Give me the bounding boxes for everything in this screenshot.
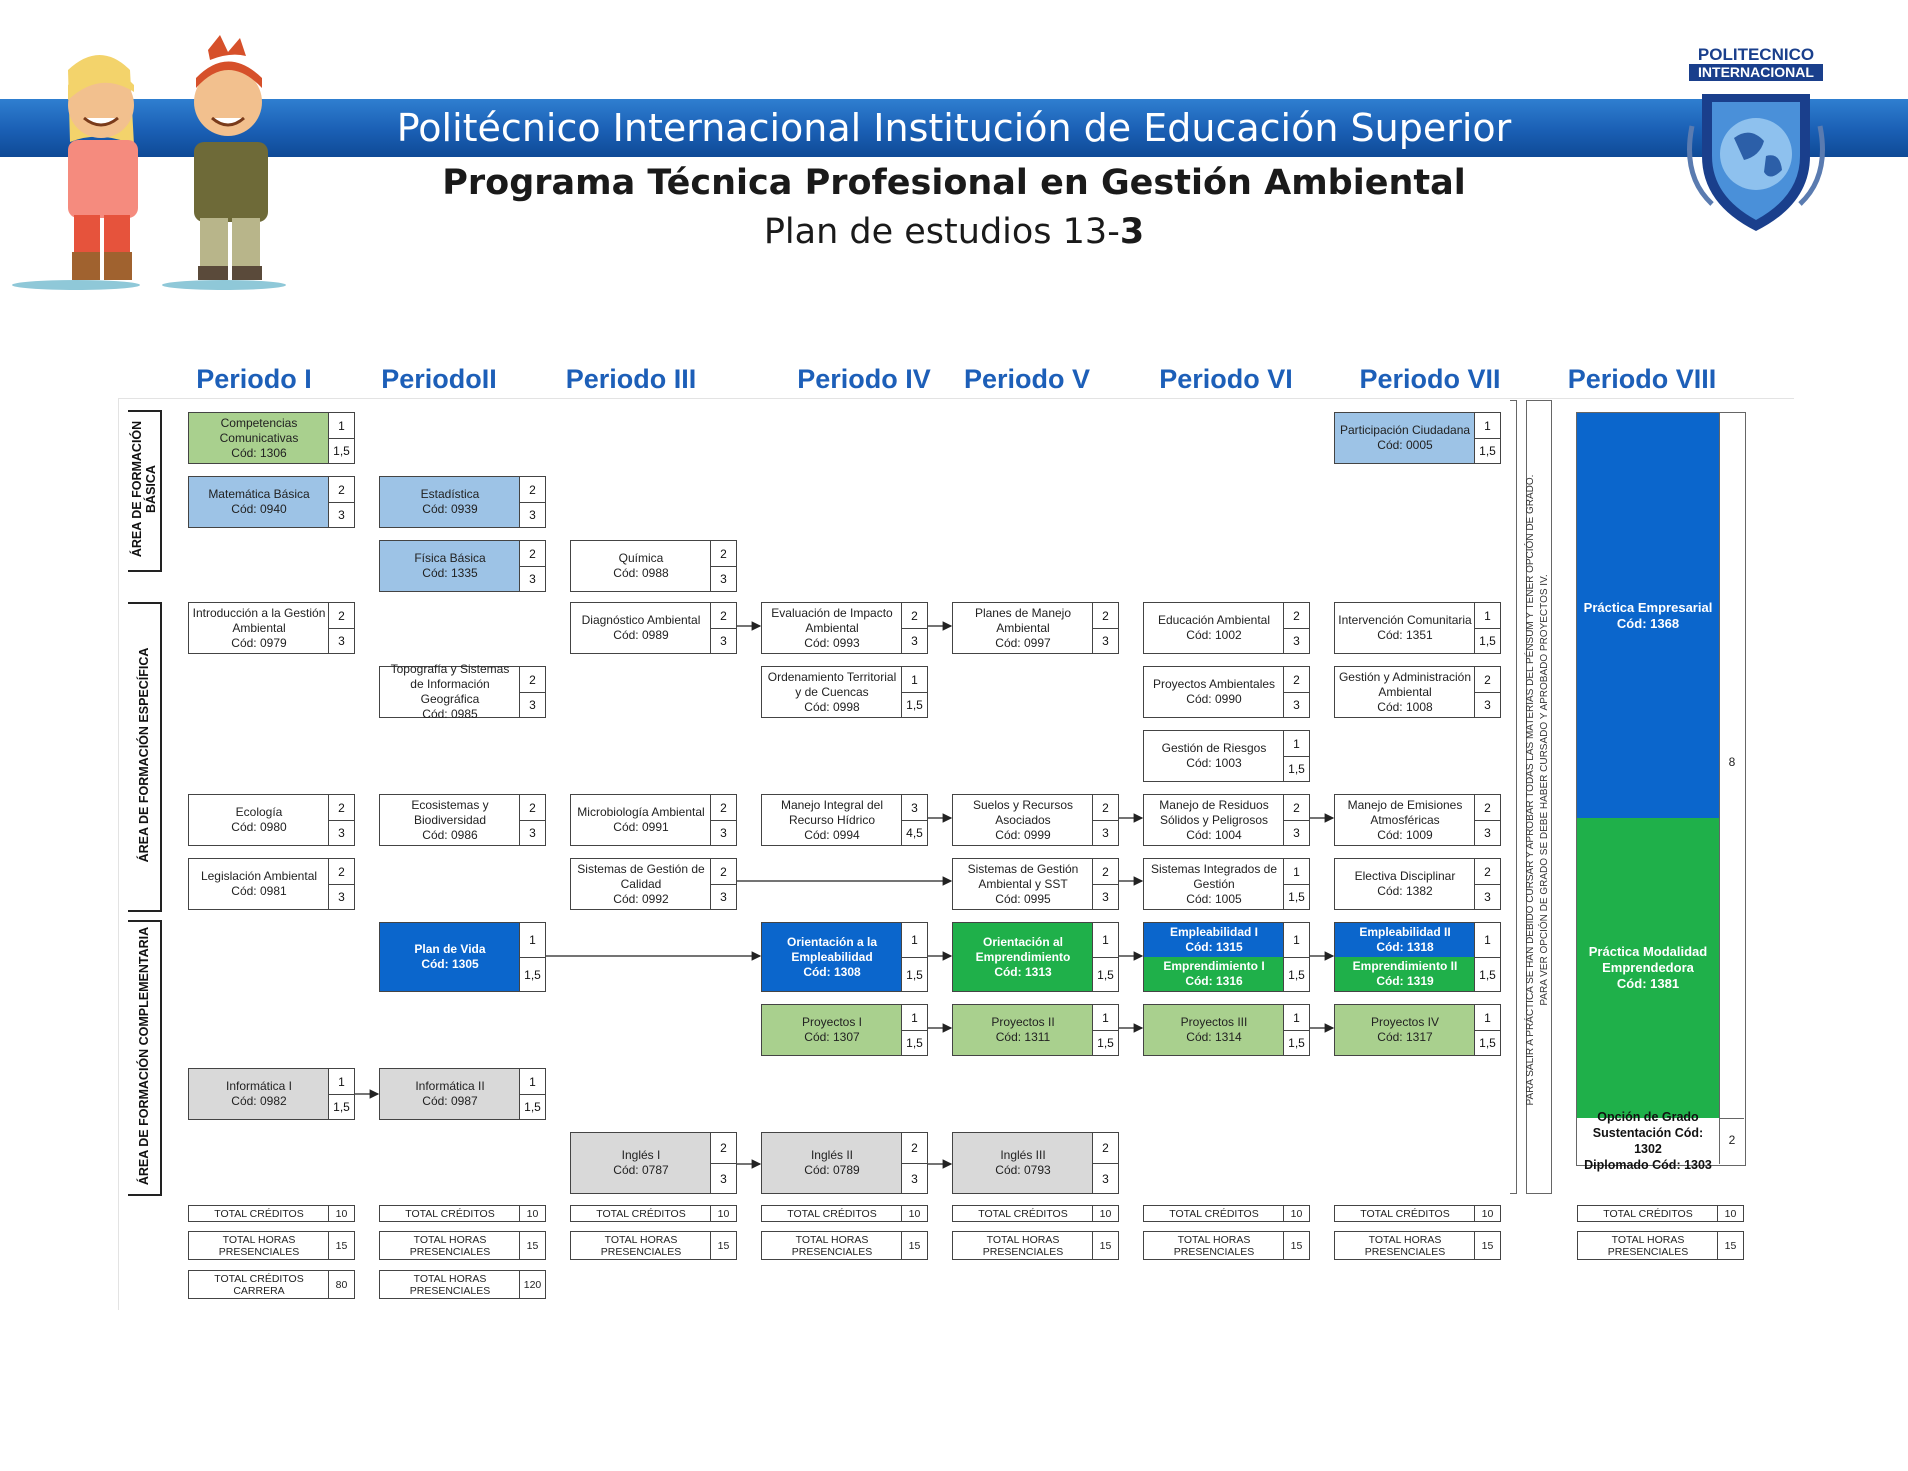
course-credits: 1 xyxy=(901,667,927,693)
program-title: Programa Técnica Profesional en Gestión Ambiental xyxy=(442,163,1466,203)
course-hours: 3 xyxy=(710,885,736,909)
course-box xyxy=(188,476,355,528)
course-box xyxy=(952,602,1119,654)
total-horas xyxy=(952,1231,1119,1260)
course-credits: 1 xyxy=(1092,1005,1118,1031)
course-box xyxy=(1334,922,1501,992)
total-creditos xyxy=(1577,1205,1744,1222)
period-header-2: PeriodoII xyxy=(381,364,497,394)
practica-emprendedora: Práctica Modalidad Emprendedora Cód: 1381 xyxy=(1577,818,1719,1118)
course-box xyxy=(1334,412,1501,464)
course-box xyxy=(761,1004,928,1056)
course-hours: 1,5 xyxy=(901,958,927,991)
course-name: Competencias Comunicativas Cód: 1306 xyxy=(219,415,299,460)
course-credits: 2 xyxy=(1092,795,1118,821)
course-name: Empleabilidad I Cód: 1315 xyxy=(1144,923,1284,957)
course-box xyxy=(1334,602,1501,654)
course-hours: 3 xyxy=(519,693,545,717)
course-hours: 3 xyxy=(1474,693,1500,717)
course-hours: 3 xyxy=(328,885,354,909)
total-creditos-carrera-value: 80 xyxy=(328,1271,354,1298)
course-hours: 1,5 xyxy=(328,439,354,463)
course-name: Legislación Ambiental Cód: 0981 xyxy=(200,869,318,898)
total-horas-value: 15 xyxy=(519,1232,545,1259)
course-hours: 3 xyxy=(1474,885,1500,909)
course-credits: 1 xyxy=(1283,859,1309,885)
course-credits: 2 xyxy=(710,795,736,821)
course-box xyxy=(570,1132,737,1194)
total-creditos-value: 10 xyxy=(1717,1206,1743,1221)
course-hours: 3 xyxy=(710,567,736,591)
course-hours: 3 xyxy=(519,821,545,845)
course-name: Gestión de Riesgos Cód: 1003 xyxy=(1161,741,1267,770)
course-credits: 3 xyxy=(901,795,927,821)
course-name: Manejo Integral del Recurso Hídrico Cód: 0994 xyxy=(780,797,884,842)
total-creditos xyxy=(952,1205,1119,1222)
course-box xyxy=(379,794,546,846)
course-box xyxy=(570,858,737,910)
course-box xyxy=(1143,602,1310,654)
course-box xyxy=(188,858,355,910)
course-name: Sistemas de Gestión Ambiental y SST Cód: 0995 xyxy=(967,861,1079,906)
total-horas xyxy=(188,1231,355,1260)
total-horas xyxy=(761,1231,928,1260)
total-creditos-label: TOTAL CRÉDITOS xyxy=(596,1207,686,1220)
total-horas xyxy=(570,1231,737,1260)
course-hours: 1,5 xyxy=(901,1031,927,1055)
course-hours: 1,5 xyxy=(519,958,545,991)
course-name: Matemática Básica Cód: 0940 xyxy=(208,487,310,516)
course-hours: 3 xyxy=(328,629,354,653)
course-hours: 3 xyxy=(1283,693,1309,717)
course-name: Proyectos III Cód: 1314 xyxy=(1180,1015,1248,1044)
course-credits: 1 xyxy=(1474,603,1500,629)
total-creditos-value: 10 xyxy=(1283,1206,1309,1221)
course-box xyxy=(952,922,1119,992)
period-header-5: Periodo V xyxy=(963,364,1091,394)
total-creditos-label: TOTAL CRÉDITOS xyxy=(405,1207,495,1220)
total-creditos-label: TOTAL CRÉDITOS xyxy=(1603,1207,1693,1220)
course-name: Sistemas Integrados de Gestión Cód: 1005 xyxy=(1150,861,1278,906)
course-box xyxy=(379,922,546,992)
course-name: Educación Ambiental Cód: 1002 xyxy=(1157,613,1271,642)
course-credits: 2 xyxy=(1092,859,1118,885)
course-box xyxy=(1334,794,1501,846)
total-creditos-label: TOTAL CRÉDITOS xyxy=(214,1207,304,1220)
course-box xyxy=(1143,858,1310,910)
course-hours: 3 xyxy=(901,1164,927,1193)
period8-credits-separator xyxy=(1719,1118,1744,1119)
course-credits: 2 xyxy=(1092,1133,1118,1164)
course-credits: 2 xyxy=(519,795,545,821)
total-creditos xyxy=(379,1205,546,1222)
course-box xyxy=(952,1004,1119,1056)
total-horas-carrera-value: 120 xyxy=(519,1271,545,1298)
total-horas-label: TOTAL HORAS PRESENCIALES xyxy=(218,1233,300,1258)
course-name: Física Básica Cód: 1335 xyxy=(414,551,486,580)
period8-credits-divider xyxy=(1719,413,1720,1164)
course-name: Gestión y Administración Ambiental Cód: 1008 xyxy=(1338,669,1472,714)
period-header-6: Periodo VI xyxy=(1159,364,1293,394)
note-frame xyxy=(1510,400,1517,1194)
total-creditos-value: 10 xyxy=(901,1206,927,1221)
course-hours: 1,5 xyxy=(901,693,927,717)
total-horas-carrera-label: TOTAL HORAS PRESENCIALES xyxy=(409,1272,491,1297)
course-box xyxy=(952,794,1119,846)
course-hours: 1,5 xyxy=(1283,958,1309,991)
course-hours: 1,5 xyxy=(1283,757,1309,781)
course-name-secondary: Emprendimiento I Cód: 1316 xyxy=(1144,957,1284,991)
course-name: Ecología Cód: 0980 xyxy=(231,805,287,834)
course-hours: 3 xyxy=(710,629,736,653)
course-box xyxy=(761,922,928,992)
total-horas-label: TOTAL HORAS PRESENCIALES xyxy=(600,1233,682,1258)
plan-title: Plan de estudios 13-3 xyxy=(763,212,1145,252)
total-creditos-carrera xyxy=(188,1270,355,1299)
total-creditos xyxy=(1334,1205,1501,1222)
course-credits: 2 xyxy=(1283,667,1309,693)
course-credits: 1 xyxy=(1283,731,1309,757)
course-box xyxy=(188,602,355,654)
course-name: Proyectos Ambientales Cód: 0990 xyxy=(1152,677,1276,706)
period-header-3: Periodo III xyxy=(565,364,697,394)
total-horas-label: TOTAL HORAS PRESENCIALES xyxy=(409,1233,491,1258)
course-name: Inglés I Cód: 0787 xyxy=(613,1148,669,1177)
period-header-8: Periodo VIII xyxy=(1567,364,1717,394)
period-header-1: Periodo I xyxy=(196,364,312,394)
course-hours: 3 xyxy=(328,821,354,845)
total-creditos-value: 10 xyxy=(710,1206,736,1221)
total-creditos-value: 10 xyxy=(519,1206,545,1221)
total-creditos-carrera-label: TOTAL CRÉDITOS CARRERA xyxy=(214,1272,304,1297)
course-name: Ordenamiento Territorial y de Cuencas Cód: 0998 xyxy=(767,669,897,714)
total-creditos xyxy=(188,1205,355,1222)
course-name: Proyectos II Cód: 1311 xyxy=(991,1015,1055,1044)
course-hours: 3 xyxy=(901,629,927,653)
course-credits: 2 xyxy=(328,477,354,503)
course-box xyxy=(1143,922,1310,992)
course-box xyxy=(952,858,1119,910)
course-name: Orientación al Emprendimiento Cód: 1313 xyxy=(975,934,1071,979)
course-name: Manejo de Emisiones Atmosféricas Cód: 1009 xyxy=(1347,797,1463,842)
total-creditos xyxy=(1143,1205,1310,1222)
course-credits: 1 xyxy=(328,1069,354,1095)
course-credits: 2 xyxy=(1474,795,1500,821)
total-horas-label: TOTAL HORAS PRESENCIALES xyxy=(1607,1233,1689,1258)
course-name: Suelos y Recursos Asociados Cód: 0999 xyxy=(972,797,1074,842)
course-box xyxy=(570,602,737,654)
course-credits: 2 xyxy=(328,795,354,821)
course-name: Informática II Cód: 0987 xyxy=(415,1079,485,1108)
course-credits: 1 xyxy=(901,923,927,958)
total-horas xyxy=(379,1231,546,1260)
course-box xyxy=(761,666,928,718)
total-horas-value: 15 xyxy=(1474,1232,1500,1259)
total-horas-value: 15 xyxy=(328,1232,354,1259)
course-credits: 2 xyxy=(519,541,545,567)
practice-requirement-note: PARA SALIR A PRÁCTICA SE HAN DEBIDO CURSAR Y APROBAR TODAS LAS MATERIAS DEL PÉNSUM Y TENER OPCIÓN DE GRADO. PARA VER OPCIÓN DE GRADO SE DEBE HABER CURSADO Y APROBADO PROYECTOS IV. xyxy=(1525,474,1550,1106)
course-hours: 4,5 xyxy=(901,821,927,845)
course-hours: 1,5 xyxy=(1474,1031,1500,1055)
total-creditos-label: TOTAL CRÉDITOS xyxy=(978,1207,1068,1220)
course-name: Inglés III Cód: 0793 xyxy=(995,1148,1051,1177)
course-name: Microbiología Ambiental Cód: 0991 xyxy=(577,805,705,834)
course-hours: 1,5 xyxy=(1283,885,1309,909)
total-horas xyxy=(1143,1231,1310,1260)
total-creditos-label: TOTAL CRÉDITOS xyxy=(787,1207,877,1220)
course-hours: 3 xyxy=(328,503,354,527)
course-hours: 3 xyxy=(1092,821,1118,845)
course-credits: 2 xyxy=(1092,603,1118,629)
total-horas-value: 15 xyxy=(710,1232,736,1259)
course-box xyxy=(1143,666,1310,718)
course-box xyxy=(1334,666,1501,718)
total-creditos-label: TOTAL CRÉDITOS xyxy=(1169,1207,1259,1220)
course-credits: 2 xyxy=(519,667,545,693)
course-credits: 2 xyxy=(710,603,736,629)
course-credits: 1 xyxy=(1474,1005,1500,1031)
course-name: Inglés II Cód: 0789 xyxy=(804,1148,860,1177)
course-box xyxy=(188,412,355,464)
practica-empresarial: Práctica Empresarial Cód: 1368 xyxy=(1577,413,1719,818)
opcion-grado: Sustentación Cód: 1302 Diplomado Cód: 1303 xyxy=(1584,1126,1712,1172)
course-hours: 1,5 xyxy=(1474,958,1500,991)
course-hours: 3 xyxy=(519,503,545,527)
total-creditos-value: 10 xyxy=(1474,1206,1500,1221)
total-horas-label: TOTAL HORAS PRESENCIALES xyxy=(1364,1233,1446,1258)
period-header-7: Periodo VII xyxy=(1359,364,1501,394)
course-name: Introducción a la Gestión Ambiental Cód: 0979 xyxy=(192,605,326,650)
course-credits: 2 xyxy=(710,1133,736,1164)
course-name: Topografía y Sistemas de Información Geográfica Cód: 0985 xyxy=(390,662,510,721)
course-credits: 1 xyxy=(328,413,354,439)
course-hours: 1,5 xyxy=(519,1095,545,1119)
course-credits: 1 xyxy=(901,1005,927,1031)
course-box xyxy=(1143,730,1310,782)
course-hours: 3 xyxy=(1283,821,1309,845)
course-box xyxy=(379,662,546,721)
course-credits: 2 xyxy=(901,1133,927,1164)
period8-credits-bottom: 2 xyxy=(1728,1133,1736,1147)
course-name: Participación Ciudadana Cód: 0005 xyxy=(1339,423,1471,452)
total-horas-value: 15 xyxy=(1283,1232,1309,1259)
course-credits: 2 xyxy=(1283,603,1309,629)
course-name: Intervención Comunitaria Cód: 1351 xyxy=(1338,613,1472,642)
course-credits: 2 xyxy=(1474,667,1500,693)
course-box xyxy=(761,602,928,654)
course-hours: 3 xyxy=(1092,885,1118,909)
course-credits: 1 xyxy=(1283,923,1309,958)
area-basica-label: ÁREA DE FORMACIÓN BÁSICA xyxy=(130,420,158,558)
total-horas-value: 15 xyxy=(1717,1232,1743,1259)
course-hours: 3 xyxy=(1474,821,1500,845)
course-credits: 1 xyxy=(1474,923,1500,958)
total-creditos-label: TOTAL CRÉDITOS xyxy=(1360,1207,1450,1220)
total-creditos-value: 10 xyxy=(1092,1206,1118,1221)
course-hours: 1,5 xyxy=(1474,439,1500,463)
course-name: Diagnóstico Ambiental Cód: 0989 xyxy=(581,613,701,642)
course-name: Química Cód: 0988 xyxy=(613,551,669,580)
course-credits: 1 xyxy=(1474,413,1500,439)
course-hours: 1,5 xyxy=(328,1095,354,1119)
course-name: Planes de Manejo Ambiental Cód: 0997 xyxy=(974,605,1072,650)
course-box xyxy=(1143,794,1310,846)
course-box xyxy=(379,1068,546,1120)
course-name: Ecosistemas y Biodiversidad Cód: 0986 xyxy=(411,797,489,842)
total-creditos xyxy=(761,1205,928,1222)
course-name: Proyectos I Cód: 1307 xyxy=(801,1015,863,1044)
course-credits: 1 xyxy=(519,923,545,958)
course-name: Sistemas de Gestión de Calidad Cód: 0992 xyxy=(577,861,705,906)
course-credits: 2 xyxy=(519,477,545,503)
course-box xyxy=(379,540,546,592)
course-credits: 1 xyxy=(519,1069,545,1095)
total-horas-label: TOTAL HORAS PRESENCIALES xyxy=(982,1233,1064,1258)
course-box xyxy=(188,794,355,846)
course-credits: 2 xyxy=(328,859,354,885)
total-horas-value: 15 xyxy=(1092,1232,1118,1259)
total-horas-carrera xyxy=(379,1270,546,1299)
period-header-4: Periodo IV xyxy=(797,364,931,394)
course-box xyxy=(1143,1004,1310,1056)
logo-wordmark: POLITECNICO INTERNACIONAL xyxy=(1683,46,1829,81)
course-name: Plan de Vida Cód: 1305 xyxy=(414,942,486,971)
course-box xyxy=(188,1068,355,1120)
total-creditos-value: 10 xyxy=(328,1206,354,1221)
course-box xyxy=(952,1132,1119,1194)
area-especifica-label: ÁREA DE FORMACIÓN ESPECÍFICA xyxy=(137,647,151,863)
course-box xyxy=(761,794,928,846)
course-name: Evaluación de Impacto Ambiental Cód: 0993 xyxy=(771,605,893,650)
total-horas xyxy=(1577,1231,1744,1260)
total-horas-label: TOTAL HORAS PRESENCIALES xyxy=(1173,1233,1255,1258)
course-credits: 2 xyxy=(901,603,927,629)
course-box xyxy=(1334,858,1501,910)
course-box xyxy=(570,794,737,846)
course-box xyxy=(761,1132,928,1194)
course-hours: 1,5 xyxy=(1092,1031,1118,1055)
total-creditos xyxy=(570,1205,737,1222)
course-hours: 3 xyxy=(710,1164,736,1193)
course-credits: 2 xyxy=(1474,859,1500,885)
course-hours: 3 xyxy=(1092,1164,1118,1193)
total-horas xyxy=(1334,1231,1501,1260)
area-complementaria-label: ÁREA DE FORMACIÓN COMPLEMENTARIA xyxy=(137,926,151,1186)
total-horas-label: TOTAL HORAS PRESENCIALES xyxy=(791,1233,873,1258)
total-horas-value: 15 xyxy=(901,1232,927,1259)
course-name: Electiva Disciplinar Cód: 1382 xyxy=(1354,869,1456,898)
course-name: Empleabilidad II Cód: 1318 xyxy=(1335,923,1475,957)
course-name: Proyectos IV Cód: 1317 xyxy=(1370,1015,1440,1044)
course-hours: 1,5 xyxy=(1283,1031,1309,1055)
period8-credits-top: 8 xyxy=(1728,755,1736,769)
course-hours: 3 xyxy=(519,567,545,591)
course-credits: 2 xyxy=(710,541,736,567)
course-hours: 3 xyxy=(710,821,736,845)
course-credits: 1 xyxy=(1283,1005,1309,1031)
course-hours: 3 xyxy=(1092,629,1118,653)
course-credits: 1 xyxy=(1092,923,1118,958)
course-credits: 2 xyxy=(1283,795,1309,821)
course-hours: 1,5 xyxy=(1092,958,1118,991)
course-name: Estadística Cód: 0939 xyxy=(420,487,480,516)
course-box xyxy=(1334,1004,1501,1056)
course-box xyxy=(379,476,546,528)
course-credits: 2 xyxy=(328,603,354,629)
course-credits: 2 xyxy=(710,859,736,885)
course-hours: 1,5 xyxy=(1474,629,1500,653)
institution-title: Politécnico Internacional Institución de Educación Superior xyxy=(396,106,1512,150)
course-name: Informática I Cód: 0982 xyxy=(225,1079,293,1108)
course-name: Manejo de Residuos Sólidos y Peligrosos Cód: 1004 xyxy=(1159,797,1269,842)
course-name: Orientación a la Empleabilidad Cód: 1308 xyxy=(786,934,878,979)
course-box xyxy=(570,540,737,592)
course-name-secondary: Emprendimiento II Cód: 1319 xyxy=(1335,957,1475,991)
course-hours: 3 xyxy=(1283,629,1309,653)
